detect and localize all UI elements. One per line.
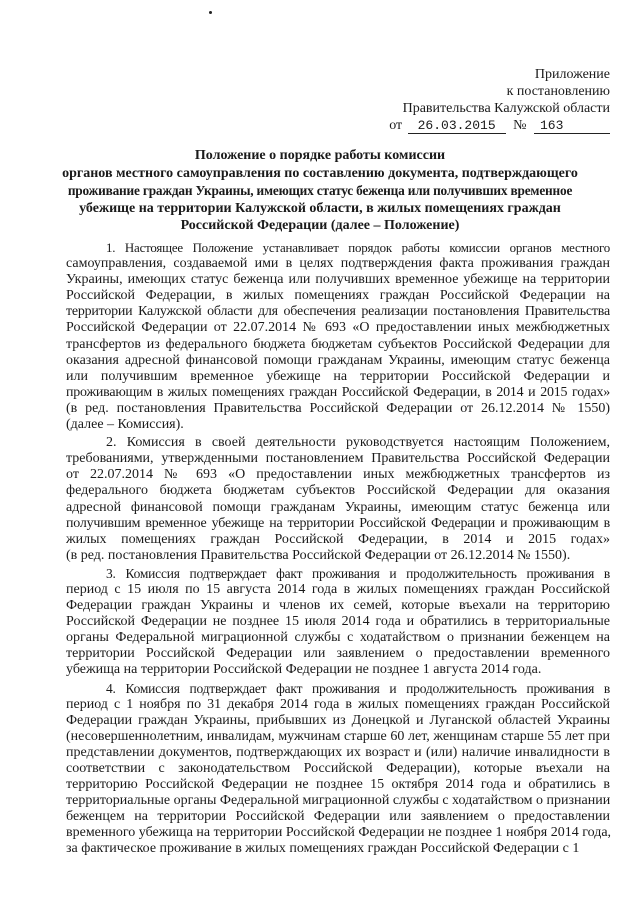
appendix-label: Приложение [534,67,610,82]
paragraph-line: требованиями, утвержденными постановлением Правительства Российской Федерации [66,451,610,467]
title-line: проживание граждан Украины, имеющих статус беженца или получивших временное [67,183,573,198]
paragraph-line: беженцем на территории Российской Федерации или заявлением о предоставлении [66,809,610,825]
document-title [60,147,580,235]
paragraph-line: 4. Комиссия подтверждает факт проживания и продолжительность проживания в [106,680,610,696]
paragraph-line: период с 1 ноября по 31 декабря 2014 года в жилых помещениях граждан Российской [66,696,610,712]
paragraph-line: Федерации граждан Украины, прибывших из Донецкой и Луганской областей Украины [66,712,610,728]
paragraph-4 [66,681,610,858]
paragraph-line: территории Калужской области для обеспечения реализации постановления Правительства [66,304,610,320]
paragraph-line: за фактическое проживание в жилых помещениях граждан Российской Федерации с 1 [66,841,580,857]
scan-speck [209,11,212,14]
paragraph-line: трансфертов из федерального бюджета бюджетам субъектов Российской Федерации для [66,336,610,352]
paragraph-line: территориальные органы Федеральной миграционной службы с ходатайством о признании [66,793,611,809]
appendix-header [370,66,610,134]
number-prefix: № [513,118,527,133]
paragraph-line: соответствии с законодательством Российской Федерации), которые въехали на [66,761,610,776]
title-line: Положение о порядке работы комиссии [194,148,446,163]
appendix-date-line [370,117,610,134]
paragraph-line: Российской Федерации не позднее 15 июля 2014 года и обратились в территориальные [66,614,610,630]
paragraph-line: территории Российской Федерации или заявлением о предоставлении временного [66,646,610,662]
paragraph-line: жилых помещениях граждан Российской Федерации, в 2014 и 2015 годах» [66,531,610,547]
paragraph-line: Федерации граждан Украины и членов их семей, которые въехали на территорию [66,598,610,614]
paragraph-line: Украины, имеющих статус беженца или получивших временное убежище на территории [66,272,610,288]
title-line: убежище на территории Калужской области, в жилых помещениях граждан [79,200,561,216]
paragraph-line: представлении документов, подтверждающих их возраст и (или) наличие инвалидности в [66,744,610,760]
paragraph-line: Российской Федерации, в жилых помещениях граждан Российской Федерации на [66,288,610,304]
paragraph-line: 3. Комиссия подтверждает факт проживания и продолжительность проживания в [106,565,610,581]
paragraph-line: убежища на территории Российской Федерации не позднее 1 августа 2014 года. [66,662,542,678]
appendix-government: Правительства Калужской области [402,101,610,116]
paragraph-line: или получившим временное убежище на территории Российской Федерации и [66,368,610,384]
paragraph-line: территорию Российской Федерации не позднее 15 октября 2014 года и обратились в [66,777,610,793]
resolution-date: 26.03.2015 [408,118,506,134]
paragraph-line: оказания адресной финансовой помощи гражданам Украины, имеющим статус беженца [66,352,610,368]
paragraph-line: самоуправления, создаваемой ими в целях подтверждения факта проживания граждан [66,256,610,272]
document-body [66,240,610,860]
paragraph-line: временного убежища на территории Российской Федерации не позднее 1 ноября 2014 года, [66,825,612,841]
paragraph-line: адресной финансовой помощи гражданам Украины, имеющим статус беженца или [66,499,610,515]
paragraph-line: федерального бюджета бюджетам субъектов Российской Федерации для оказания [66,483,610,499]
paragraph-line: (в ред. постановления Правительства Российской Федерации от 26.12.2014 № 1550). [66,547,571,563]
paragraph-3 [66,566,610,679]
paragraph-line: получившим временное убежище на территории Российской Федерации и проживающим в [66,515,610,531]
title-line: органов местного самоуправления по составлению документа, подтверждающего [62,165,578,181]
paragraph-2 [66,435,610,564]
paragraph-line: (далее – Комиссия). [66,417,184,433]
paragraph-1 [66,240,610,433]
paragraph-line: Российской Федерации от 22.07.2014 № 693 «О предоставлении иных межбюджетных [66,320,610,336]
title-line: Российской Федерации (далее – Положение) [180,218,460,233]
paragraph-line: от 22.07.2014 № 693 «О предоставлении иных межбюджетных трансфертов из [66,467,610,483]
date-prefix: от [389,118,403,133]
appendix-resolution: к постановлению [506,84,610,99]
paragraph-line: органы Федеральной миграционной службы с ходатайством о признании беженцем на [66,630,610,646]
resolution-number: 163 [534,118,610,134]
paragraph-line: (в ред. постановления Правительства Российской Федерации от 26.12.2014 № 1550) [66,400,610,416]
paragraph-line: проживающим в жилых помещениях граждан Российской Федерации, в 2014 и 2015 годах» [66,384,610,400]
paragraph-line: период с 15 июля по 15 августа 2014 года в жилых помещениях граждан Российской [66,581,610,597]
paragraph-line: (несовершеннолетним, инвалидам, мужчинам старше 60 лет, женщинам старше 55 лет при [66,728,610,744]
paragraph-line: 2. Комиссия в своей деятельности руководствуется настоящим Положением, [106,435,610,451]
paragraph-line: 1. Настоящее Положение устанавливает порядок работы комиссии органов местного [106,240,610,255]
